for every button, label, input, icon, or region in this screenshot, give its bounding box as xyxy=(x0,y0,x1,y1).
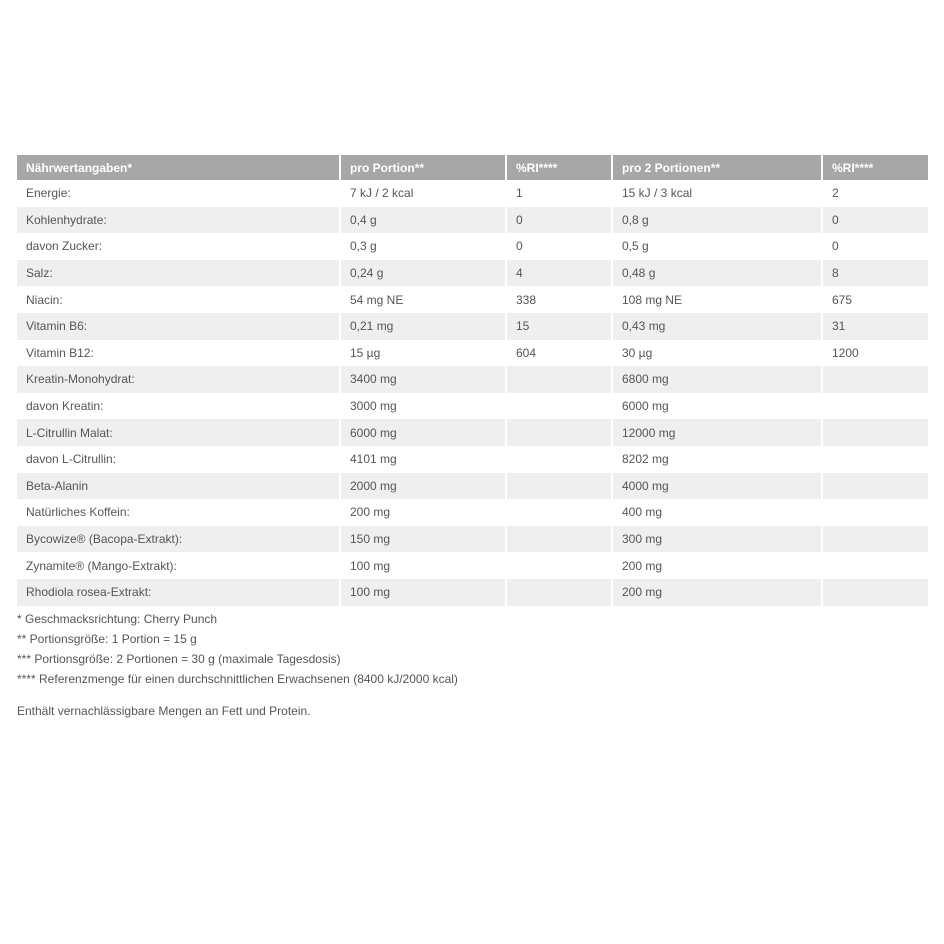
cell-ri-portion: 15 xyxy=(507,313,611,340)
table-row xyxy=(17,579,928,606)
cell-per-2-portions: 0,48 g xyxy=(613,260,821,287)
cell-nutrient: Rhodiola rosea-Extrakt: xyxy=(17,579,339,606)
cell-per-2-portions: 0,43 mg xyxy=(613,313,821,340)
cell-nutrient: Bycowize® (Bacopa-Extrakt): xyxy=(17,526,339,553)
table-row xyxy=(17,419,928,446)
cell-ri-2-portions xyxy=(823,579,928,606)
cell-nutrient: davon L-Citrullin: xyxy=(17,446,339,473)
cell-nutrient: Kreatin-Monohydrat: xyxy=(17,366,339,393)
cell-ri-portion: 0 xyxy=(507,233,611,260)
cell-per-portion: 0,4 g xyxy=(341,207,505,234)
cell-nutrient: Vitamin B6: xyxy=(17,313,339,340)
cell-nutrient: Beta-Alanin xyxy=(17,473,339,500)
cell-ri-portion: 4 xyxy=(507,260,611,287)
cell-per-2-portions: 30 µg xyxy=(613,340,821,367)
cell-nutrient: Vitamin B12: xyxy=(17,340,339,367)
cell-nutrient: davon Kreatin: xyxy=(17,393,339,420)
footnote-two-portions: *** Portionsgröße: 2 Portionen = 30 g (maximale Tagesdosis) xyxy=(17,652,341,666)
cell-nutrient: Kohlenhydrate: xyxy=(17,207,339,234)
cell-ri-portion: 338 xyxy=(507,286,611,313)
cell-ri-portion xyxy=(507,552,611,579)
table-row xyxy=(17,180,928,207)
cell-ri-portion xyxy=(507,526,611,553)
table-row xyxy=(17,499,928,526)
cell-per-2-portions: 12000 mg xyxy=(613,419,821,446)
table-row xyxy=(17,473,928,500)
header-per-2-portions: pro 2 Portionen** xyxy=(613,155,821,180)
cell-ri-2-portions: 31 xyxy=(823,313,928,340)
cell-per-portion: 150 mg xyxy=(341,526,505,553)
fat-protein-note: Enthält vernachlässigbare Mengen an Fett und Protein. xyxy=(17,704,311,718)
footnotes xyxy=(17,609,458,689)
cell-ri-2-portions xyxy=(823,526,928,553)
cell-ri-portion xyxy=(507,499,611,526)
header-per-portion: pro Portion** xyxy=(341,155,505,180)
cell-per-2-portions: 4000 mg xyxy=(613,473,821,500)
cell-per-portion: 0,3 g xyxy=(341,233,505,260)
cell-ri-2-portions xyxy=(823,393,928,420)
cell-ri-2-portions xyxy=(823,473,928,500)
cell-per-2-portions: 0,8 g xyxy=(613,207,821,234)
table-row xyxy=(17,446,928,473)
cell-ri-2-portions: 2 xyxy=(823,180,928,207)
cell-ri-2-portions: 675 xyxy=(823,286,928,313)
cell-per-portion: 2000 mg xyxy=(341,473,505,500)
cell-nutrient: davon Zucker: xyxy=(17,233,339,260)
cell-ri-portion xyxy=(507,366,611,393)
cell-nutrient: L-Citrullin Malat: xyxy=(17,419,339,446)
table-row xyxy=(17,552,928,579)
cell-per-portion: 6000 mg xyxy=(341,419,505,446)
cell-per-2-portions: 200 mg xyxy=(613,579,821,606)
cell-per-portion: 15 µg xyxy=(341,340,505,367)
cell-per-2-portions: 15 kJ / 3 kcal xyxy=(613,180,821,207)
cell-nutrient: Niacin: xyxy=(17,286,339,313)
cell-per-portion: 100 mg xyxy=(341,552,505,579)
cell-per-2-portions: 6000 mg xyxy=(613,393,821,420)
table-row xyxy=(17,207,928,234)
footnote-flavor: * Geschmacksrichtung: Cherry Punch xyxy=(17,612,218,626)
cell-ri-portion xyxy=(507,473,611,500)
cell-ri-2-portions: 0 xyxy=(823,233,928,260)
cell-per-2-portions: 200 mg xyxy=(613,552,821,579)
table-row xyxy=(17,286,928,313)
cell-per-2-portions: 6800 mg xyxy=(613,366,821,393)
cell-ri-portion: 604 xyxy=(507,340,611,367)
cell-nutrient: Zynamite® (Mango-Extrakt): xyxy=(17,552,339,579)
cell-nutrient: Salz: xyxy=(17,260,339,287)
cell-per-portion: 3400 mg xyxy=(341,366,505,393)
cell-nutrient: Energie: xyxy=(17,180,339,207)
cell-per-portion: 54 mg NE xyxy=(341,286,505,313)
header-nutrient: Nährwertangaben* xyxy=(17,155,339,180)
table-row xyxy=(17,340,928,367)
cell-per-portion: 100 mg xyxy=(341,579,505,606)
nutrition-table xyxy=(15,155,930,606)
table-row xyxy=(17,260,928,287)
cell-per-portion: 3000 mg xyxy=(341,393,505,420)
cell-ri-2-portions: 8 xyxy=(823,260,928,287)
cell-per-2-portions: 300 mg xyxy=(613,526,821,553)
table-row xyxy=(17,526,928,553)
cell-per-portion: 200 mg xyxy=(341,499,505,526)
header-ri-portion: %RI**** xyxy=(507,155,611,180)
cell-ri-2-portions xyxy=(823,499,928,526)
footnote-reference-intake: **** Referenzmenge für einen durchschnittlichen Erwachsenen (8400 kJ/2000 kcal) xyxy=(17,672,458,686)
cell-per-2-portions: 108 mg NE xyxy=(613,286,821,313)
cell-ri-portion xyxy=(507,446,611,473)
cell-per-portion: 0,21 mg xyxy=(341,313,505,340)
cell-per-portion: 0,24 g xyxy=(341,260,505,287)
nutrition-table-wrapper xyxy=(17,155,928,606)
cell-ri-2-portions: 1200 xyxy=(823,340,928,367)
cell-ri-portion: 0 xyxy=(507,207,611,234)
cell-ri-portion: 1 xyxy=(507,180,611,207)
table-row xyxy=(17,393,928,420)
cell-per-2-portions: 400 mg xyxy=(613,499,821,526)
table-row xyxy=(17,313,928,340)
cell-nutrient: Natürliches Koffein: xyxy=(17,499,339,526)
cell-ri-2-portions xyxy=(823,366,928,393)
footnote-portion-size: ** Portionsgröße: 1 Portion = 15 g xyxy=(17,632,197,646)
header-ri-2-portions: %RI**** xyxy=(823,155,928,180)
cell-per-portion: 4101 mg xyxy=(341,446,505,473)
cell-ri-portion xyxy=(507,419,611,446)
table-row xyxy=(17,366,928,393)
cell-per-2-portions: 8202 mg xyxy=(613,446,821,473)
table-row xyxy=(17,233,928,260)
cell-ri-portion xyxy=(507,393,611,420)
cell-per-portion: 7 kJ / 2 kcal xyxy=(341,180,505,207)
table-header-row xyxy=(17,155,928,180)
cell-ri-2-portions: 0 xyxy=(823,207,928,234)
cell-ri-2-portions xyxy=(823,446,928,473)
cell-ri-2-portions xyxy=(823,419,928,446)
cell-ri-2-portions xyxy=(823,552,928,579)
cell-per-2-portions: 0,5 g xyxy=(613,233,821,260)
cell-ri-portion xyxy=(507,579,611,606)
